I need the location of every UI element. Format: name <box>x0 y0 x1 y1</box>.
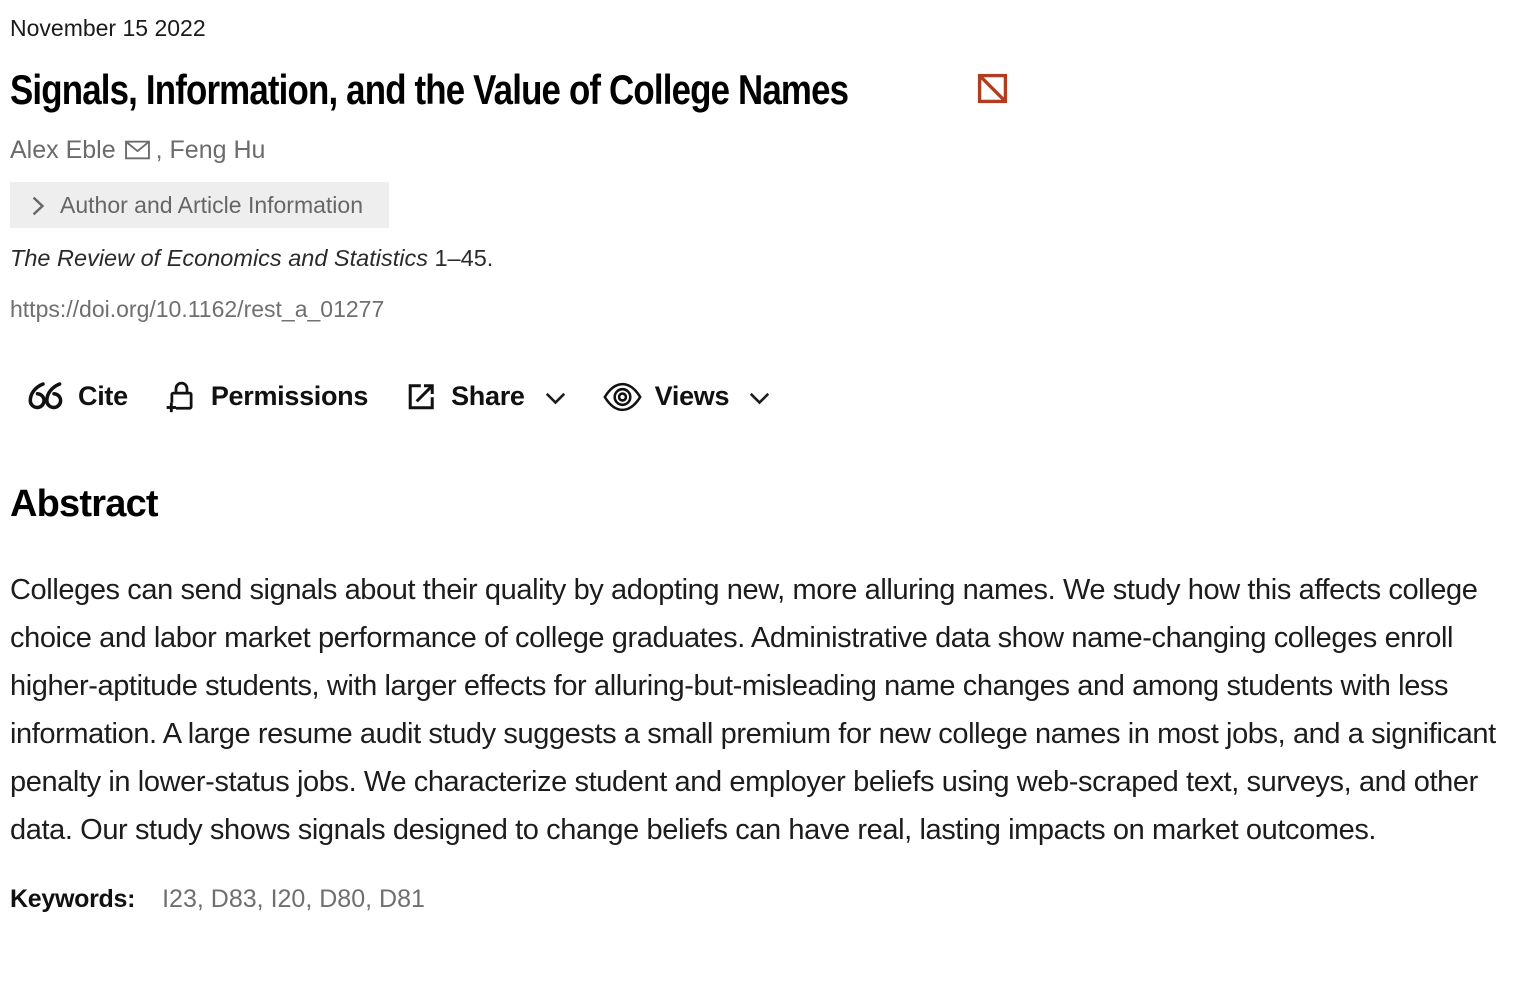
chevron-down-icon <box>545 392 566 405</box>
share-label: Share <box>451 381 525 411</box>
chevron-down-icon <box>749 392 770 405</box>
keyword-link[interactable]: I20 <box>270 885 306 913</box>
article-title: Signals, Information, and the Value of College Names <box>10 66 849 113</box>
journal-citation <box>10 245 1524 272</box>
views-eye-icon <box>603 382 642 412</box>
author-separator: , <box>155 136 170 164</box>
views-button[interactable] <box>603 381 771 412</box>
free-access-icon <box>977 73 1008 104</box>
keywords-row <box>10 884 1524 914</box>
permissions-lock-icon <box>165 379 198 414</box>
keyword-link[interactable]: D83 <box>210 885 257 913</box>
keyword-link[interactable]: D80 <box>319 885 366 913</box>
abstract-heading: Abstract <box>10 483 158 525</box>
author-link-2[interactable]: Feng Hu <box>169 136 266 164</box>
keyword-separator: , <box>305 885 320 913</box>
cite-quote-icon <box>24 380 65 413</box>
cite-button[interactable] <box>24 380 128 413</box>
keyword-separator: , <box>365 885 380 913</box>
keyword-link[interactable]: D81 <box>379 885 425 913</box>
author-info-toggle[interactable] <box>10 182 389 228</box>
publication-date: November 15 2022 <box>10 15 206 41</box>
share-icon <box>405 380 438 413</box>
permissions-label: Permissions <box>210 381 369 411</box>
abstract-text: Colleges can send signals about their quality by adopting new, more alluring names. We study how this affects college choice and labor market performance of college graduates. Administrative data show name-changing colleges enroll higher-aptitude students, with larger effects for alluring-but-misleading name changes and among students with less information. A large resume audit study suggests a small premium for new college names in most jobs, and a significant penalty in lower-status jobs. We characterize student and employer beliefs using web-scraped text, surveys, and other data. Our study shows signals designed to change beliefs can have real, lasting impacts on market outcomes. <box>10 574 1496 846</box>
keyword-separator: , <box>196 885 211 913</box>
author-list <box>10 135 1524 167</box>
permissions-button[interactable] <box>165 379 368 414</box>
keywords-label: Keywords: <box>10 885 136 913</box>
views-label: Views <box>654 381 730 411</box>
keywords-list <box>162 884 425 914</box>
chevron-right-icon <box>31 196 45 216</box>
share-button[interactable] <box>405 380 566 413</box>
journal-name: The Review of Economics and Statistics <box>10 245 428 271</box>
author-info-label: Author and Article Information <box>60 191 363 218</box>
article-toolbar <box>10 379 1524 414</box>
title-row <box>10 66 1524 114</box>
email-icon[interactable] <box>125 137 150 167</box>
cite-label: Cite <box>78 381 128 411</box>
page-range: 1–45. <box>427 245 494 271</box>
author-link-1[interactable]: Alex Eble <box>10 136 116 164</box>
keyword-link[interactable]: I23 <box>162 885 197 913</box>
keyword-separator: , <box>256 885 271 913</box>
doi-link[interactable]: https://doi.org/10.1162/rest_a_01277 <box>10 296 385 322</box>
